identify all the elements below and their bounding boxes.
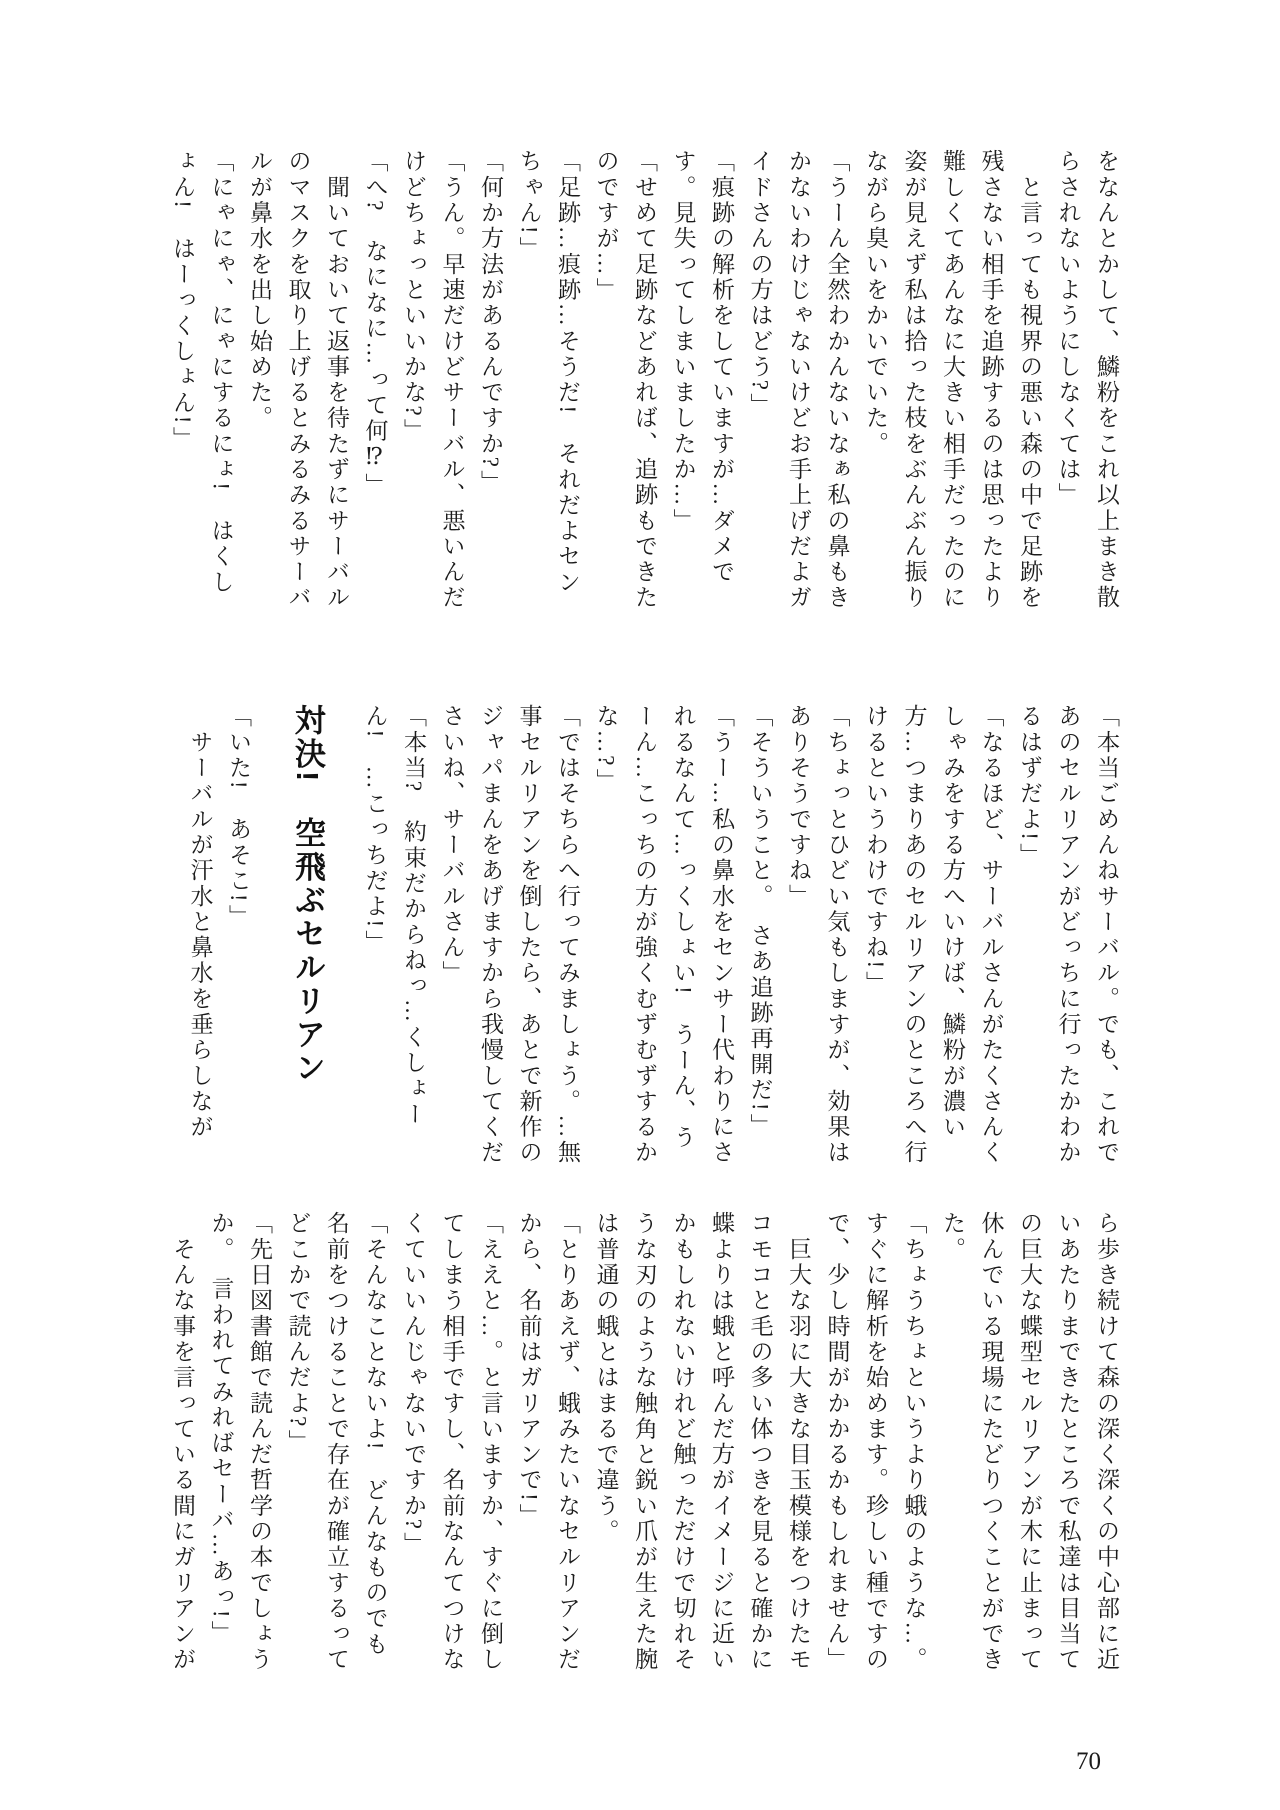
- paragraph: 「足跡…痕跡…そうだ! それだよセンちゃん!」: [516, 149, 580, 596]
- page-number: 70: [1076, 1748, 1101, 1775]
- paragraph: 「なるほど、サーバルさんがたくさんくしゃみをする方へいけば、鱗粉が濃い方…つまりあのセルリアンのところへ行けるというわけですね!」: [863, 704, 1004, 1166]
- paragraph: 巨大な羽に大きな目玉模様をつけたモコモコと毛の多い体つきを見ると確かに蝶よりは蛾と呼んだ方がイメージに近いかもしれないけれど触っただけで切れそうな刃のような触角と鋭い爪が生えた腕は普通の蛾とはまるで違う。: [593, 1211, 811, 1673]
- paragraph: 「ちょうちょというより蛾のような…。すぐに解析を始めます。珍しい種ですので、少し時間がかかるかもしれません」: [824, 1211, 927, 1673]
- paragraph: 「そんなことないよ! どんなものでも名前をつけることで存在が確立するってどこかで読んだよ?」: [285, 1211, 388, 1673]
- paragraph: 「にゃにゃ、にゃにするにょ! はくしょん! はーっくしょん!」: [170, 149, 234, 596]
- paragraph: ら歩き続けて森の深く深くの中心部に近いあたりまできたところで私達は目当ての巨大な蝶型セルリアンが木に止まって休んでいる現場にたどりつくことができた。: [940, 1211, 1119, 1673]
- paragraph: 「うん。早速だけどサーバル、悪いんだけどちょっといいかな?」: [401, 149, 465, 611]
- paragraph: をなんとかして、鱗粉をこれ以上まき散らされないようにしなくては」: [1055, 149, 1119, 611]
- paragraph: 聞いておいて返事を待たずにサーバルのマスクを取り上げるとみるみるサーバルが鼻水を出し始めた。: [247, 149, 349, 611]
- paragraph: サーバルが汗水と鼻水を垂らしなが: [187, 704, 213, 1140]
- paragraph: 「何か方法があるんですか?」: [478, 149, 503, 496]
- paragraph: 「先日図書館で読んだ哲学の本でしょうか。 言われてみればセーバ…あっ!」: [208, 1211, 272, 1673]
- paragraph: 「ええと…。と言いますか、すぐに倒してしまう相手ですし、名前なんてつけなくていいんじゃないですか?」: [401, 1211, 503, 1673]
- paragraph: 「せめて足跡などあれば、追跡もできたのですが…」: [593, 149, 657, 611]
- paragraph: と言っても視界の悪い森の中で足跡を残さない相手を追跡するのは思ったより難しくてあんなに大きい相手だったのに姿が見えず私は拾った枝をぶんぶん振りながら臭いをかいでいた。: [863, 149, 1042, 611]
- paragraph: 「へ? なになに…って何⁉」: [362, 149, 388, 499]
- text-band-bottom: [163, 1211, 1126, 1674]
- paragraph: 「本当? 約束だからねっ…くしょーん! …こっちだよ!」: [362, 704, 426, 1128]
- text-band-top: [163, 149, 1126, 612]
- paragraph: 「とりあえず、蛾みたいなセルリアンだから、名前はガリアンで!」: [516, 1211, 580, 1673]
- paragraph: 「痕跡の解析をしていますが…ダメです。見失ってしまいましたか…」: [670, 149, 734, 585]
- section-heading: 対決! 空飛ぶセルリアン: [290, 704, 325, 1086]
- text-band-middle: [180, 704, 1125, 1167]
- paragraph: 「本当ごめんねサーバル。でも、これであのセルリアンがどっちに行ったかわかるはずだよ!」: [1017, 704, 1119, 1166]
- paragraph: 「ちょっとひどい気もしますが、効果はありそうですね」: [786, 704, 850, 1166]
- paragraph: 「うー…私の鼻水をセンサー代わりにされるなんて…っくしょい! うーん、うーん…こっちの方が強くむずむずするかな…?」: [593, 704, 734, 1166]
- paragraph: 「いた! あそこ!」: [226, 704, 251, 930]
- paragraph: そんな事を言っている間にガリアンが: [170, 1211, 195, 1673]
- paragraph: 「ではそちらへ行ってみましょう。…無事セルリアンを倒したら、あとで新作のジャパまんをあげますから我慢してくださいね、サーバルさん」: [439, 704, 580, 1166]
- paragraph: 「うーん全然わかんないなぁ私の鼻もきかないわけじゃないけどお手上げだよガイドさんの方はどう?」: [747, 149, 850, 611]
- paragraph: 「そういうこと。 さあ追跡再開だ!」: [747, 704, 773, 1139]
